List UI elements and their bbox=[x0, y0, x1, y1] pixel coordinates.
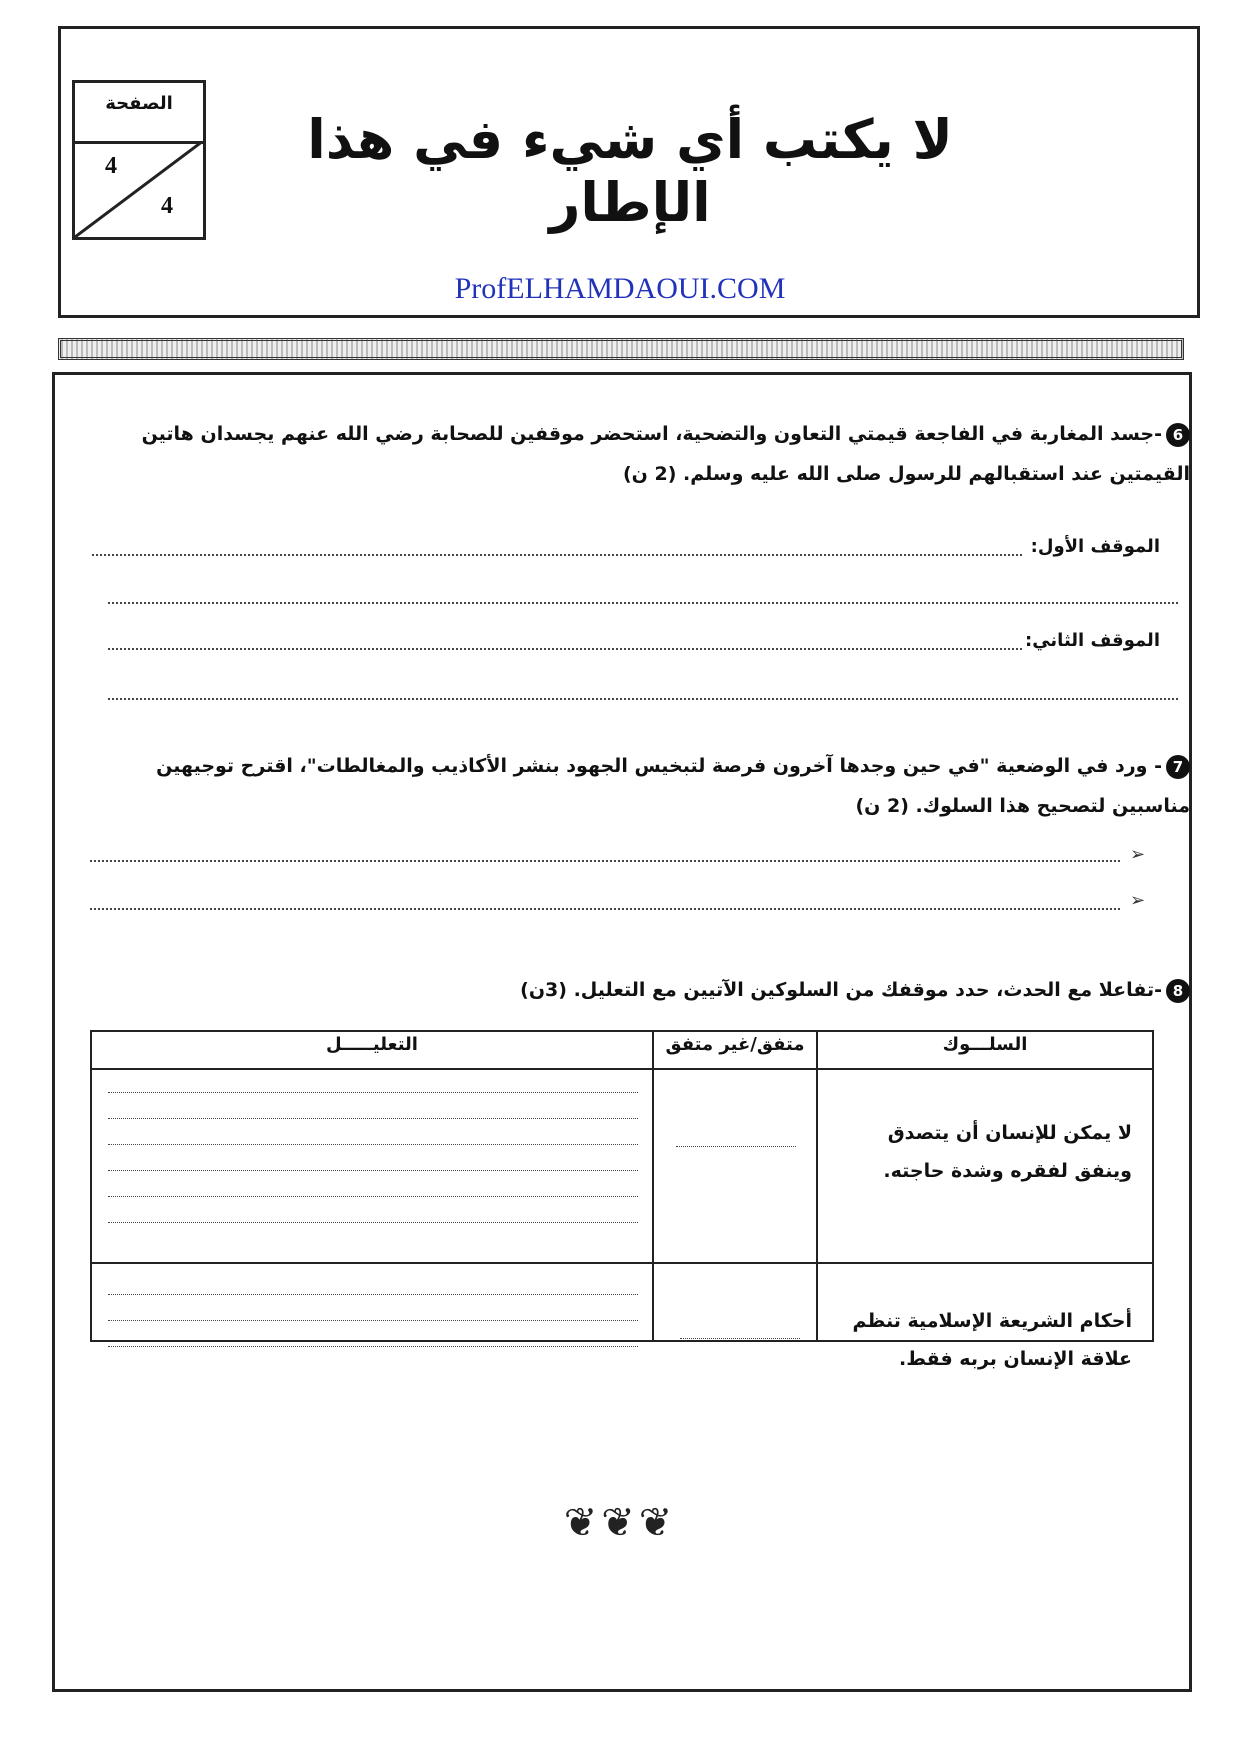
guidance-line-1[interactable] bbox=[90, 860, 1120, 862]
page-label: الصفحة bbox=[105, 93, 173, 114]
question-7 bbox=[90, 746, 1190, 826]
second-position-line-1[interactable] bbox=[108, 648, 1022, 650]
table-row-divider bbox=[92, 1262, 1152, 1264]
table-divider bbox=[816, 1032, 818, 1340]
website-watermark: ProfELHAMDAOUI.COM bbox=[454, 272, 786, 305]
question-number-7: 7 bbox=[1166, 755, 1190, 779]
first-position-label: الموقف الأول: bbox=[1030, 536, 1160, 557]
header-reason: التعليـــــل bbox=[326, 1034, 418, 1055]
decorative-strip bbox=[58, 338, 1184, 360]
ornament-icon: ❦❦❦ bbox=[563, 1500, 677, 1546]
question-8-text: -تفاعلا مع الحدث، حدد موقفك من السلوكين الآتيين مع التعليل. (3ن) bbox=[520, 979, 1162, 1001]
header-behavior: السلـــوك bbox=[942, 1034, 1028, 1055]
question-6-text: -جسد المغاربة في الفاجعة قيمتي التعاون والتضحية، استحضر موقفين للصحابة رضي الله عنهم يجسدان هاتين القيمتين عند استقبالهم للرسول صلى الله عليه وسلم. (2 ن) bbox=[141, 423, 1190, 485]
question-number-6: 6 bbox=[1166, 423, 1190, 447]
reason-line[interactable] bbox=[108, 1092, 638, 1093]
second-position-label: الموقف الثاني: bbox=[1025, 630, 1160, 651]
page-total: 4 bbox=[161, 193, 173, 219]
page-box-diagonal bbox=[75, 141, 203, 237]
question-7-text: - ورد في الوضعية "في حين وجدها آخرون فرصة لتبخيس الجهود بنشر الأكاذيب والمغالطات"، اقترح توجيهين مناسبين لتصحيح هذا السلوك. (2 ن) bbox=[156, 755, 1190, 817]
guidance-line-2[interactable] bbox=[90, 908, 1120, 910]
question-8 bbox=[90, 970, 1190, 1010]
bullet-arrow-icon: ➢ bbox=[1130, 844, 1146, 865]
question-6 bbox=[90, 414, 1190, 494]
behavior-table bbox=[90, 1030, 1154, 1370]
header-title: لا يكتب أي شيء في هذا الإطار bbox=[307, 108, 953, 234]
agree-field-2[interactable] bbox=[680, 1338, 800, 1339]
reason-line[interactable] bbox=[108, 1222, 638, 1223]
first-position-line-2[interactable] bbox=[108, 602, 1178, 604]
reason-line[interactable] bbox=[108, 1118, 638, 1119]
reason-line[interactable] bbox=[108, 1196, 638, 1197]
reason-line[interactable] bbox=[108, 1346, 638, 1347]
reason-line[interactable] bbox=[108, 1294, 638, 1295]
page-number: 4 bbox=[105, 153, 117, 179]
reason-line[interactable] bbox=[108, 1144, 638, 1145]
second-position-line-2[interactable] bbox=[108, 698, 1178, 700]
header-agree: متفق/غير متفق bbox=[665, 1034, 805, 1055]
behavior-1: لا يمكن للإنسان أن يتصدق وينفق لفقره وشدة حاجته. bbox=[883, 1122, 1132, 1182]
reason-line[interactable] bbox=[108, 1170, 638, 1171]
bullet-arrow-icon: ➢ bbox=[1130, 890, 1146, 911]
table-header-divider bbox=[92, 1068, 1152, 1070]
reason-line[interactable] bbox=[108, 1320, 638, 1321]
table-divider bbox=[652, 1032, 654, 1340]
first-position-line-1[interactable] bbox=[92, 554, 1022, 556]
agree-field-1[interactable] bbox=[676, 1146, 796, 1147]
behavior-2: أحكام الشريعة الإسلامية تنظم علاقة الإنسان بربه فقط. bbox=[852, 1310, 1132, 1370]
question-number-8: 8 bbox=[1166, 979, 1190, 1003]
page-number-box bbox=[72, 80, 206, 240]
